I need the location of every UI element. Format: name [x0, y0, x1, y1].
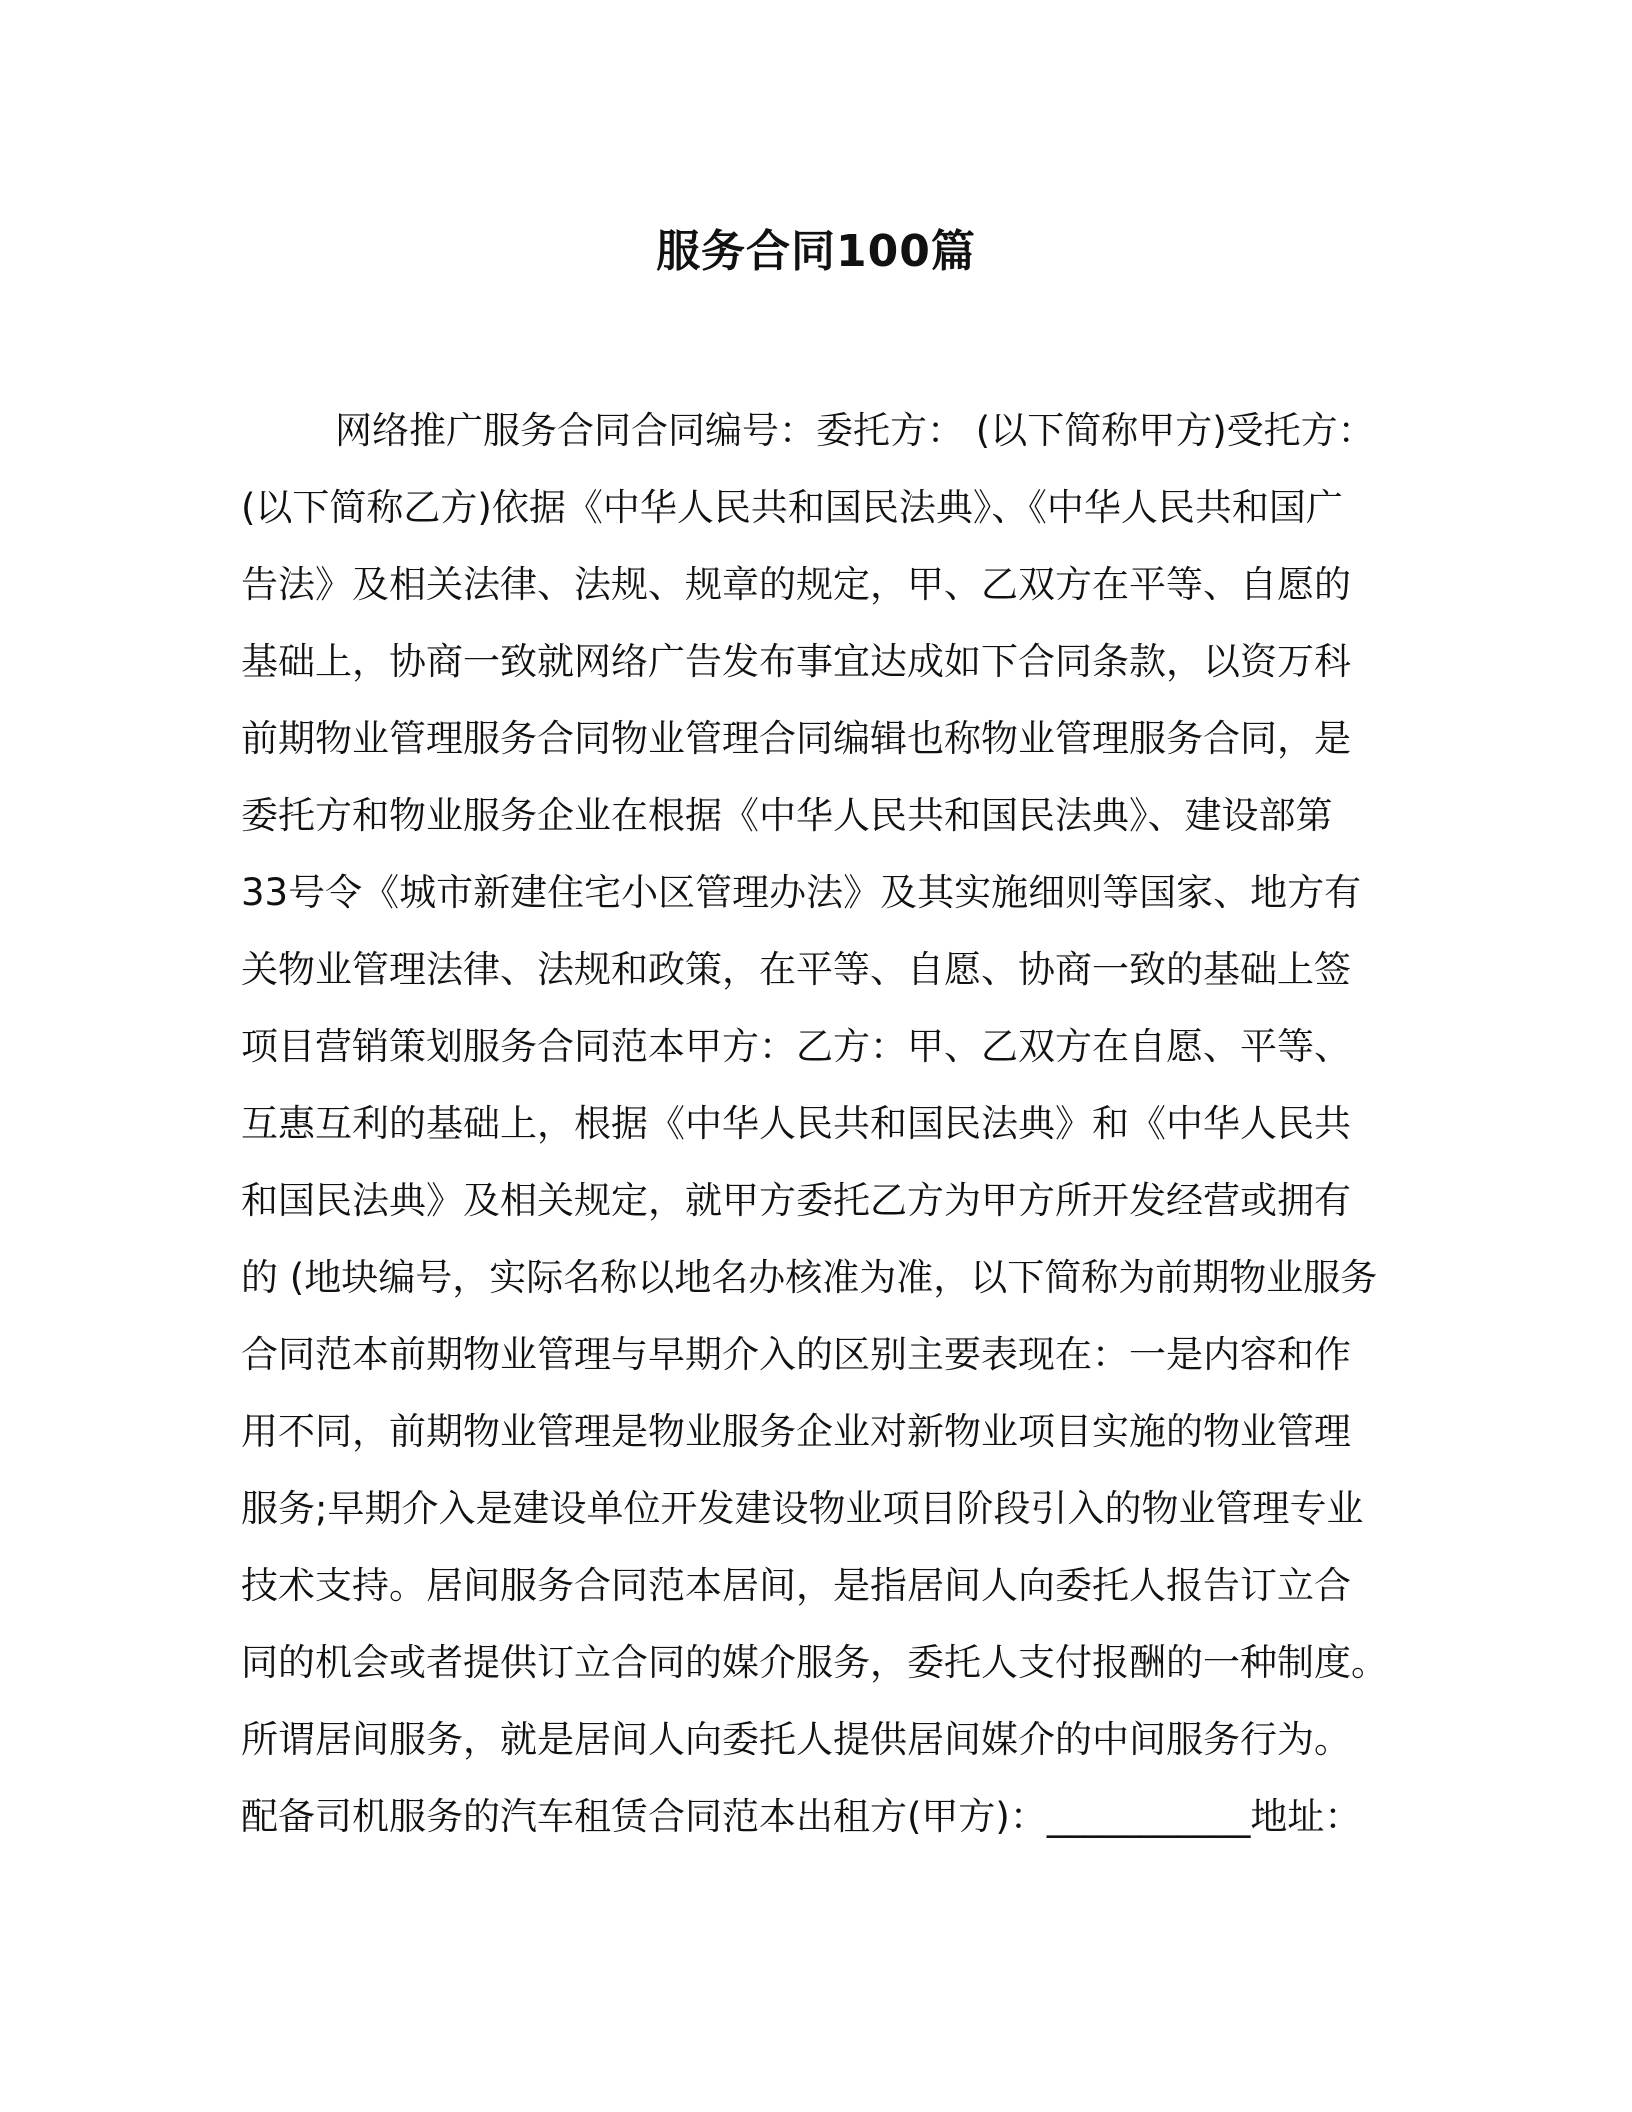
body-line: 项目营销策划服务合同范本甲方：乙方：甲、乙双方在自愿、平等、 — [241, 1025, 1351, 1068]
body-line: 告法》及相关法律、法规、规章的规定，甲、乙双方在平等、自愿的 — [241, 563, 1351, 606]
body-line: 合同范本前期物业管理与早期介入的区别主要表现在：一是内容和作 — [241, 1333, 1351, 1376]
body-line: (以下简称乙方)依据《中华人民共和国民法典》、《中华人民共和国广 — [241, 486, 1343, 529]
body-line: 关物业管理法律、法规和政策，在平等、自愿、协商一致的基础上签 — [241, 948, 1351, 991]
body-line: 服务;早期介入是建设单位开发建设物业项目阶段引入的物业管理专业 — [241, 1487, 1364, 1530]
body-line: 用不同，前期物业管理是物业服务企业对新物业项目实施的物业管理 — [241, 1410, 1351, 1453]
body-line: 互惠互利的基础上，根据《中华人民共和国民法典》和《中华人民共 — [241, 1102, 1351, 1145]
body-line: 配备司机服务的汽车租赁合同范本出租方(甲方)：___________地址： — [241, 1795, 1362, 1838]
body-line: 所谓居间服务，就是居间人向委托人提供居间媒介的中间服务行为。 — [241, 1718, 1351, 1761]
body-line: 同的机会或者提供订立合同的媒介服务，委托人支付报酬的一种制度。 — [241, 1641, 1388, 1684]
body-line: 委托方和物业服务企业在根据《中华人民共和国民法典》、建设部第 — [241, 794, 1333, 837]
body-line: 网络推广服务合同合同编号：委托方： (以下简称甲方)受托方： — [335, 409, 1375, 452]
body-line: 的 (地块编号，实际名称以地名办核准为准，以下简称为前期物业服务 — [241, 1256, 1378, 1299]
body-line: 技术支持。居间服务合同范本居间，是指居间人向委托人报告订立合 — [241, 1564, 1351, 1607]
body-line: 基础上，协商一致就网络广告发布事宜达成如下合同条款，以资万科 — [241, 640, 1351, 683]
body-line: 前期物业管理服务合同物业管理合同编辑也称物业管理服务合同，是 — [241, 717, 1351, 760]
body-line: 33号令《城市新建住宅小区管理办法》及其实施细则等国家、地方有 — [241, 871, 1362, 914]
document-title: 服务合同100篇 — [656, 226, 976, 277]
body-line: 和国民法典》及相关规定，就甲方委托乙方为甲方所开发经营或拥有 — [241, 1179, 1351, 1222]
document-body — [241, 392, 1393, 1855]
